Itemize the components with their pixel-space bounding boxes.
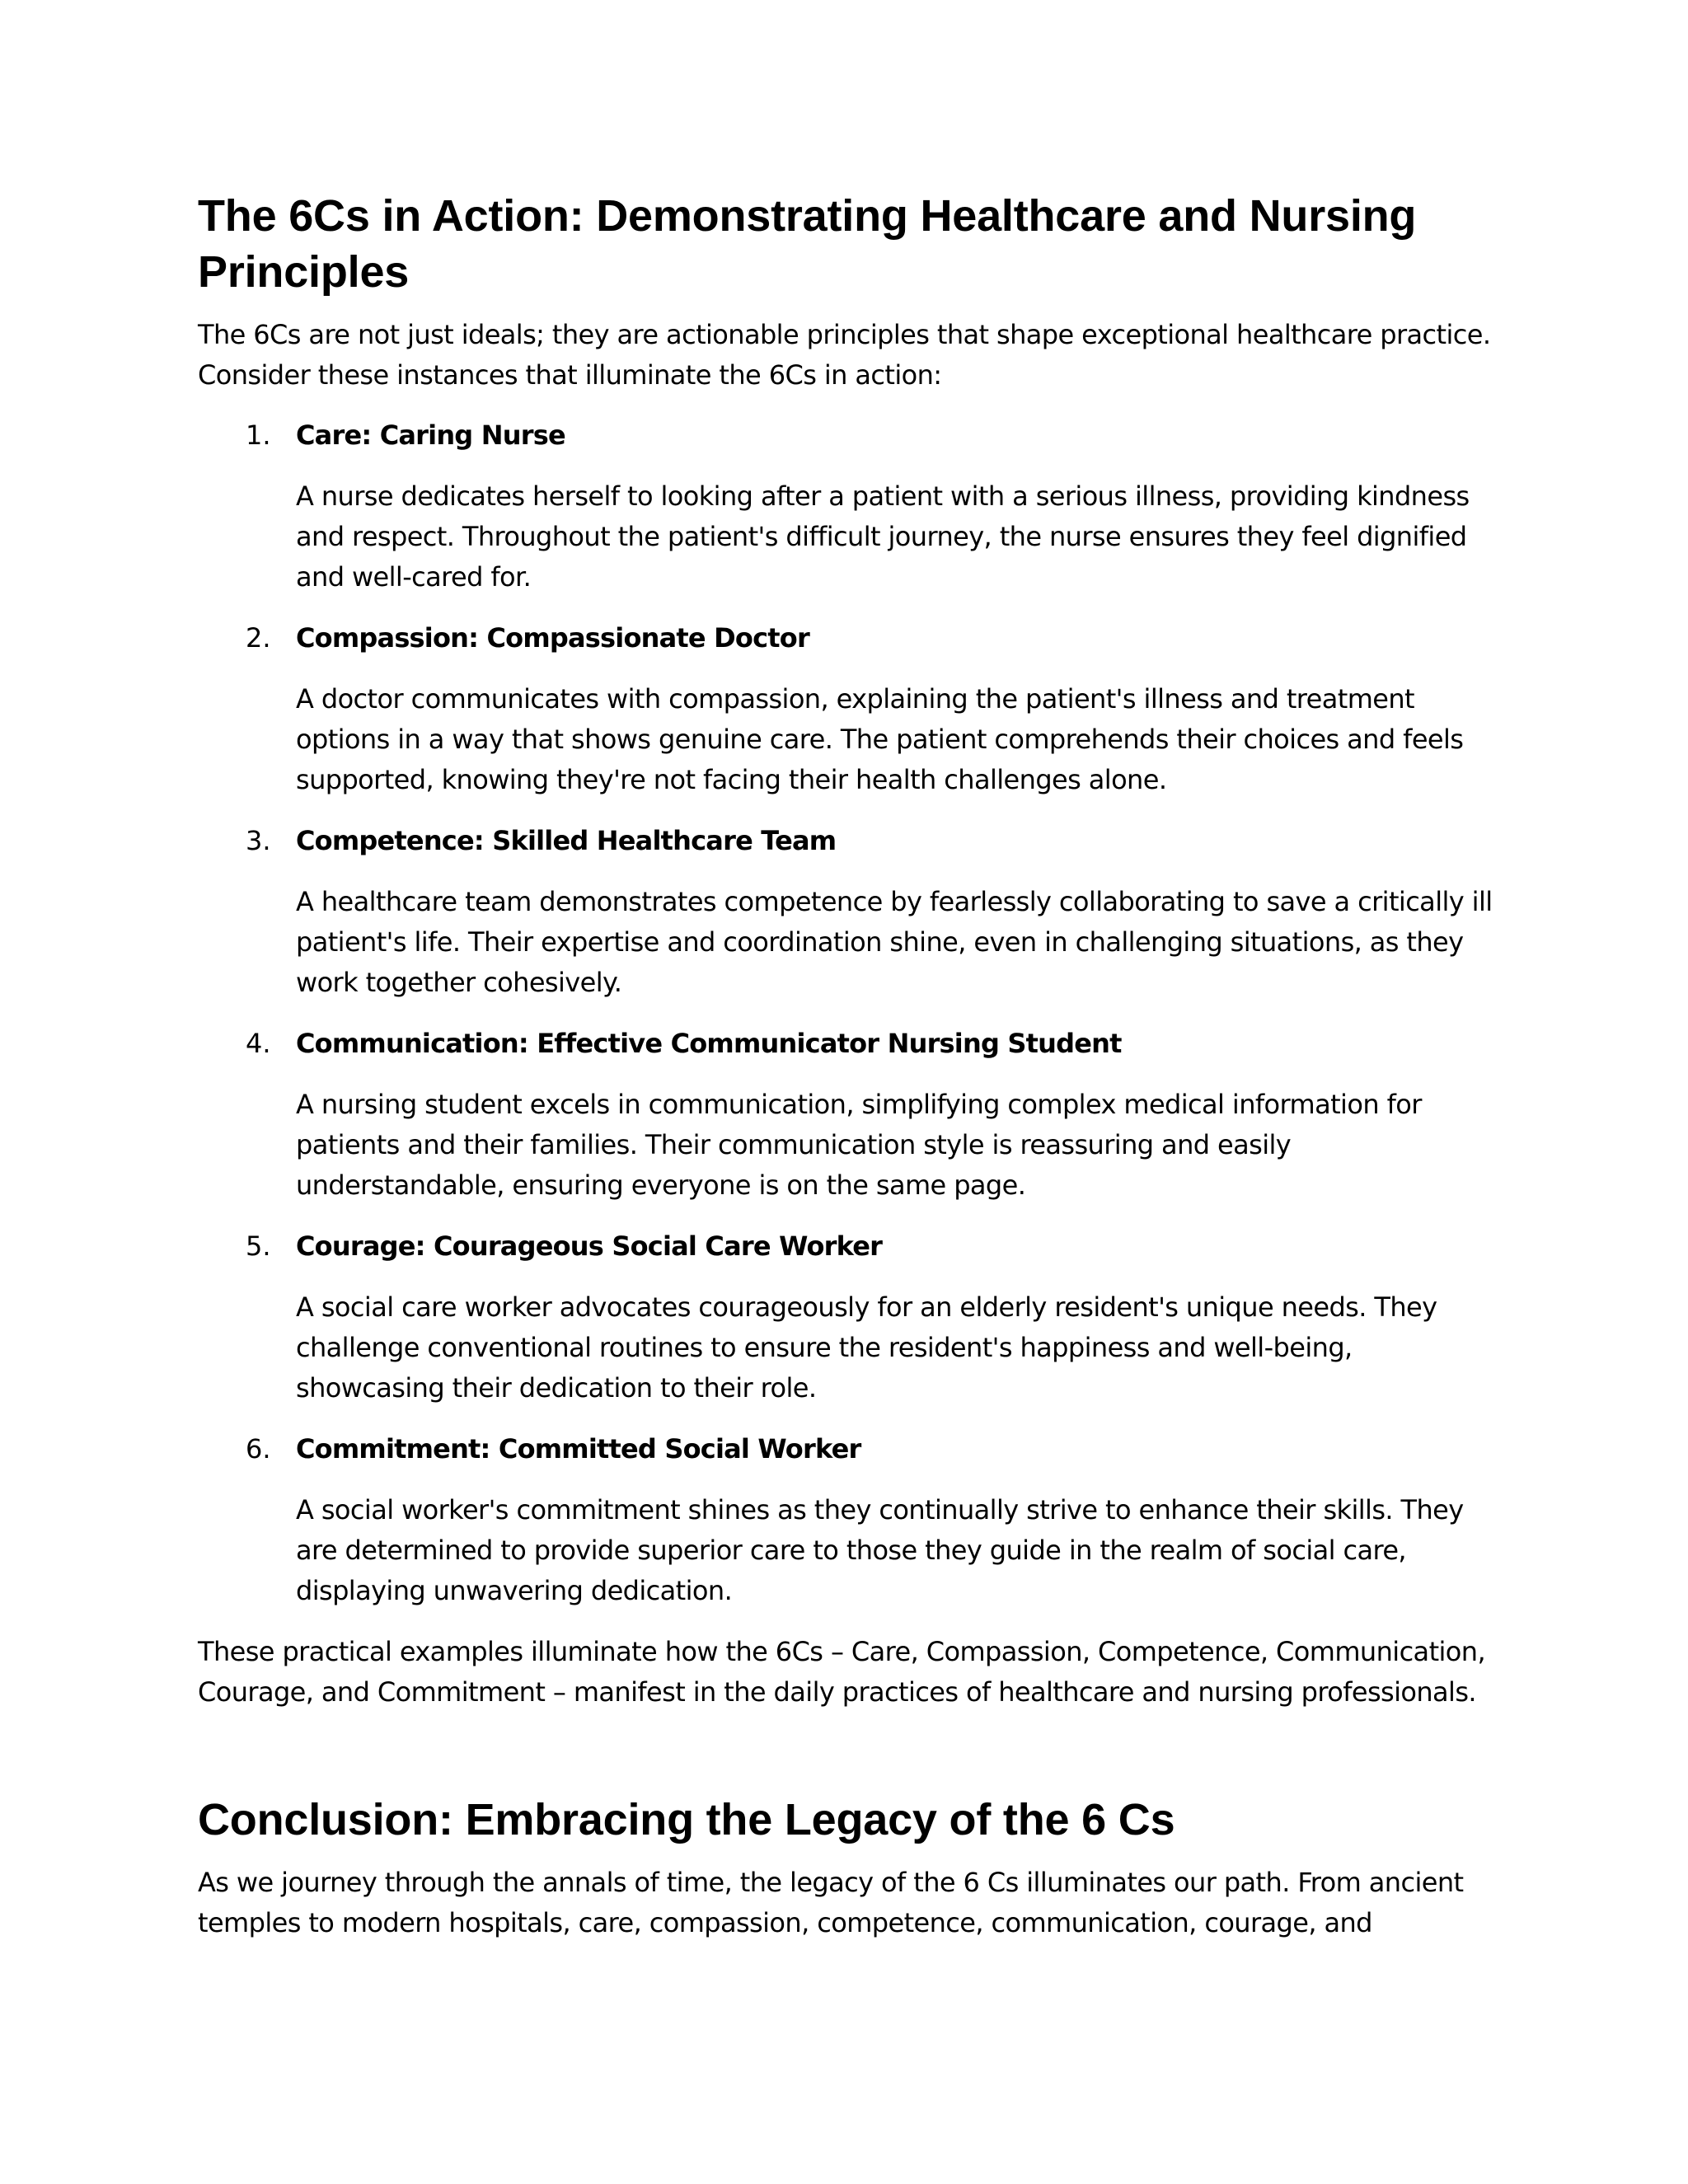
list-item-title: Communication: Effective Communicator Nursing Student (296, 1028, 1122, 1059)
list-item-description: A nurse dedicates herself to looking after a patient with a serious illness, providing kindness and respect. Throughout the patient's difficult journey, the nurse ensures they feel dignified and well-cared for. (296, 480, 1470, 593)
document-page (198, 188, 1500, 1943)
list-item-description: A healthcare team demonstrates competence by fearlessly collaborating to save a critically ill patient's life. Their expertise and coordination shine, even in challenging situations, as they work together cohesively. (296, 886, 1493, 998)
list-item-number: 1. (246, 419, 271, 451)
conclusion-heading: Conclusion: Embracing the Legacy of the 6 Cs (198, 1795, 1175, 1844)
list-item (198, 415, 1500, 598)
list-item-description: A social care worker advocates courageously for an elderly resident's unique needs. They challenge conventional routines to ensure the resident's happiness and well-being, showcasing their dedication to their role. (296, 1291, 1437, 1404)
list-item-description: A doctor communicates with compassion, explaining the patient's illness and treatment options in a way that shows genuine care. The patient comprehends their choices and feels supported, knowing they're not facing their health challenges alone. (296, 683, 1464, 795)
list-item (198, 821, 1500, 1003)
list-item-number: 2. (246, 622, 271, 654)
list-item-title: Competence: Skilled Healthcare Team (296, 825, 837, 856)
conclusion-paragraph: As we journey through the annals of time, the legacy of the 6 Cs illuminates our path. From ancient temples to modern hospitals, care, compassion, competence, communication, courage, and (198, 1867, 1464, 1938)
list-item (198, 1226, 1500, 1408)
examples-list (198, 415, 1500, 1611)
list-item-number: 6. (246, 1433, 271, 1465)
list-item-description: A social worker's commitment shines as they continually strive to enhance their skills. They are determined to provide superior care to those they guide in the realm of social care, displaying unwavering dedication. (296, 1494, 1464, 1606)
list-item (198, 1429, 1500, 1611)
intro-paragraph: The 6Cs are not just ideals; they are actionable principles that shape exceptional healthcare practice. Consider these instances that illuminate the 6Cs in action: (198, 319, 1491, 391)
list-item-title: Courage: Courageous Social Care Worker (296, 1230, 883, 1262)
list-item-title: Compassion: Compassionate Doctor (296, 622, 809, 654)
list-item (198, 618, 1500, 800)
list-item (198, 1024, 1500, 1206)
list-item-title: Care: Caring Nurse (296, 419, 565, 451)
list-item-number: 3. (246, 825, 271, 856)
page-title: The 6Cs in Action: Demonstrating Healthcare and Nursing Principles (198, 191, 1417, 297)
list-item-description: A nursing student excels in communication, simplifying complex medical information for patients and their families. Their communication style is reassuring and easily understandable, ensuring everyone is on the same page. (296, 1089, 1422, 1201)
summary-paragraph: These practical examples illuminate how the 6Cs – Care, Compassion, Competence, Communication, Courage, and Commitment – manifest in the daily practices of healthcare and nursing professionals. (198, 1636, 1486, 1708)
list-item-number: 5. (246, 1230, 271, 1262)
list-item-title: Commitment: Committed Social Worker (296, 1433, 861, 1465)
list-item-number: 4. (246, 1028, 271, 1059)
